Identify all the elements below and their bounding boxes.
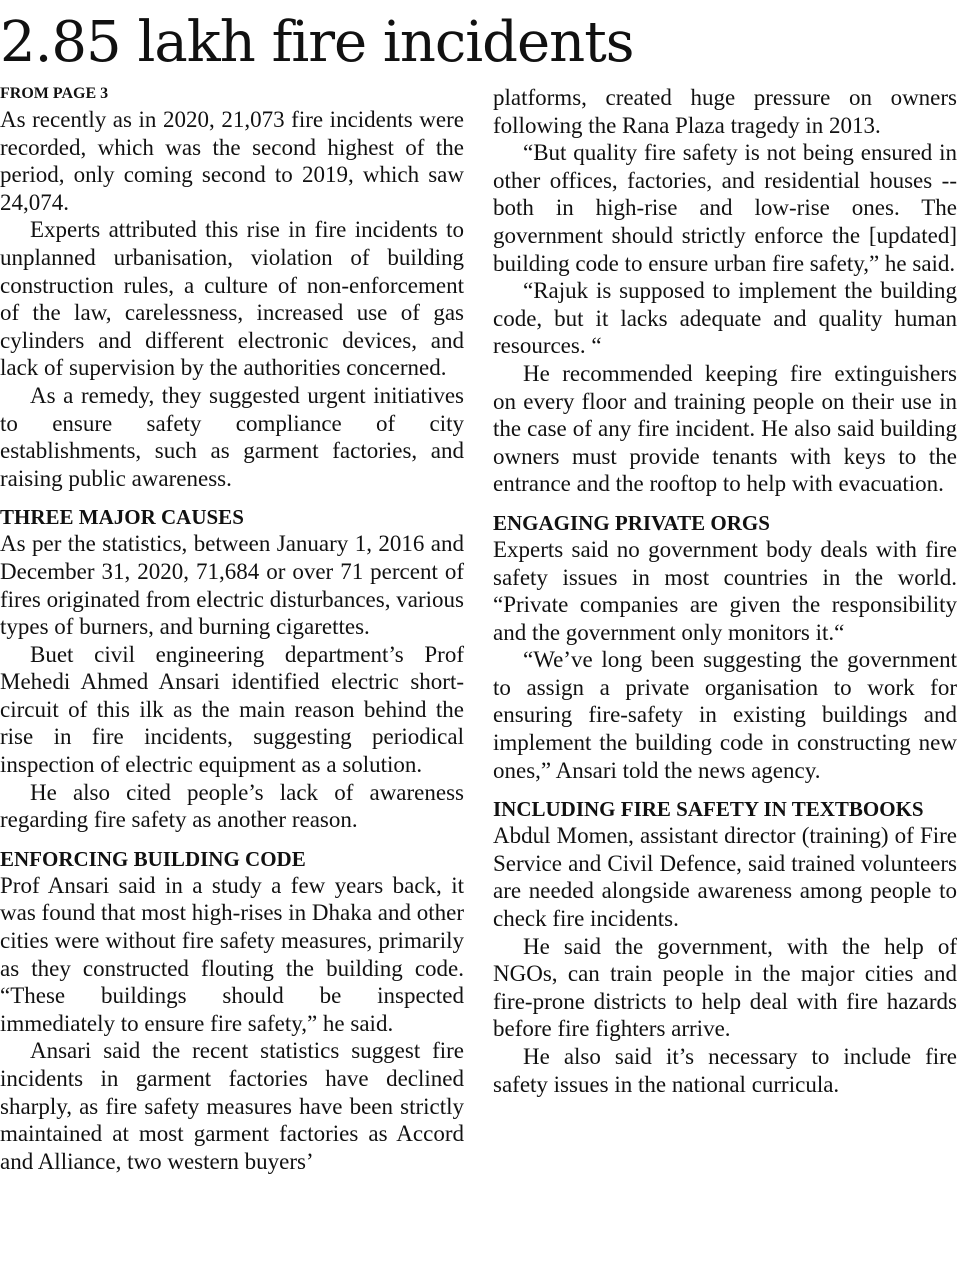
subheading-including-fire-safety: INCLUDING FIRE SAFETY IN TEXTBOOKS bbox=[493, 797, 924, 822]
paragraph: As recently as in 2020, 21,073 fire incidents were recorded, which was the second highest of the period, only coming second to 2019, which saw 24,074. bbox=[0, 107, 464, 215]
subheading-enforcing-building-code: ENFORCING BUILDING CODE bbox=[0, 846, 306, 871]
paragraph: Experts attributed this rise in fire incidents to unplanned urbanisation, violation of building construction rules, a culture of non-enforcement of the law, carelessness, increased use of gas cylinders and different electronic devices, and lack of supervision by the authorities concerned. bbox=[0, 217, 464, 381]
paragraph: Abdul Momen, assistant director (training) of Fire Service and Civil Defence, said trained volunteers are needed alongside awareness among people to check fire incidents. bbox=[493, 823, 957, 932]
paragraph: Experts said no government body deals with fire safety issues in most countries in the world. “Private companies are given the responsibility and the government only monitors it.“ bbox=[493, 536, 957, 645]
subheading-three-major-causes: THREE MAJOR CAUSES bbox=[0, 505, 244, 530]
left-column bbox=[0, 84, 464, 1175]
subheading-engaging-private-orgs: ENGAGING PRIVATE ORGS bbox=[493, 510, 770, 535]
paragraph: He said the government, with the help of NGOs, can train people in the major cities and fire-prone districts to help deal with fire hazards before fire fighters arrive. bbox=[493, 933, 957, 1042]
paragraph: “But quality fire safety is not being ensured in other offices, factories, and residential houses -- both in high-rise and low-rise ones. The government should strictly enforce the [updated] building code to ensure urban fire safety,” he said. bbox=[493, 140, 957, 276]
paragraph: He recommended keeping fire extinguishers on every floor and training people on their use in the case of any fire incident. He also said building owners must provide tenants with keys to the entrance and the rooftop to help with evacuation. bbox=[493, 360, 957, 497]
paragraph: He also said it’s necessary to include fire safety issues in the national curricula. bbox=[493, 1044, 957, 1097]
continued-from-label: FROM PAGE 3 bbox=[0, 85, 109, 102]
paragraph: Prof Ansari said in a study a few years back, it was found that most high-rises in Dhaka and other cities were without fire safety measures, primarily as they constructed flouting the building code. “These buildings should be inspected immediately to ensure fire safety,” he said. bbox=[0, 872, 464, 1036]
right-column bbox=[493, 84, 957, 1098]
paragraph: “We’ve long been suggesting the government to assign a private organisation to work for ensuring fire-safety in existing buildings and implement the building code in constructing new ones,” Ansari told the news agency. bbox=[493, 647, 957, 783]
paragraph: “Rajuk is supposed to implement the building code, but it lacks adequate and quality human resources. “ bbox=[493, 278, 957, 359]
paragraph: He also cited people’s lack of awareness regarding fire safety as another reason. bbox=[0, 779, 464, 833]
paragraph: As a remedy, they suggested urgent initiatives to ensure safety compliance of city establishments, such as garment factories, and raising public awareness. bbox=[0, 382, 464, 491]
paragraph: Buet civil engineering department’s Prof Mehedi Ahmed Ansari identified electric short-circuit of this ilk as the main reason behind the rise in fire incidents, suggesting periodical inspection of electric equipment as a solution. bbox=[0, 641, 464, 778]
paragraph: As per the statistics, between January 1, 2016 and December 31, 2020, 71,684 or over 71 percent of fires originated from electric disturbances, various types of burners, and burning cigarettes. bbox=[0, 531, 464, 640]
headline: 2.85 lakh fire incidents bbox=[0, 10, 634, 75]
paragraph: Ansari said the recent statistics suggest fire incidents in garment factories have declined sharply, as fire safety measures have been strictly maintained at most garment factories as Accord and Alliance, two western buyers’ bbox=[0, 1038, 464, 1174]
paragraph-continued: platforms, created huge pressure on owners following the Rana Plaza tragedy in 2013. bbox=[493, 85, 957, 138]
